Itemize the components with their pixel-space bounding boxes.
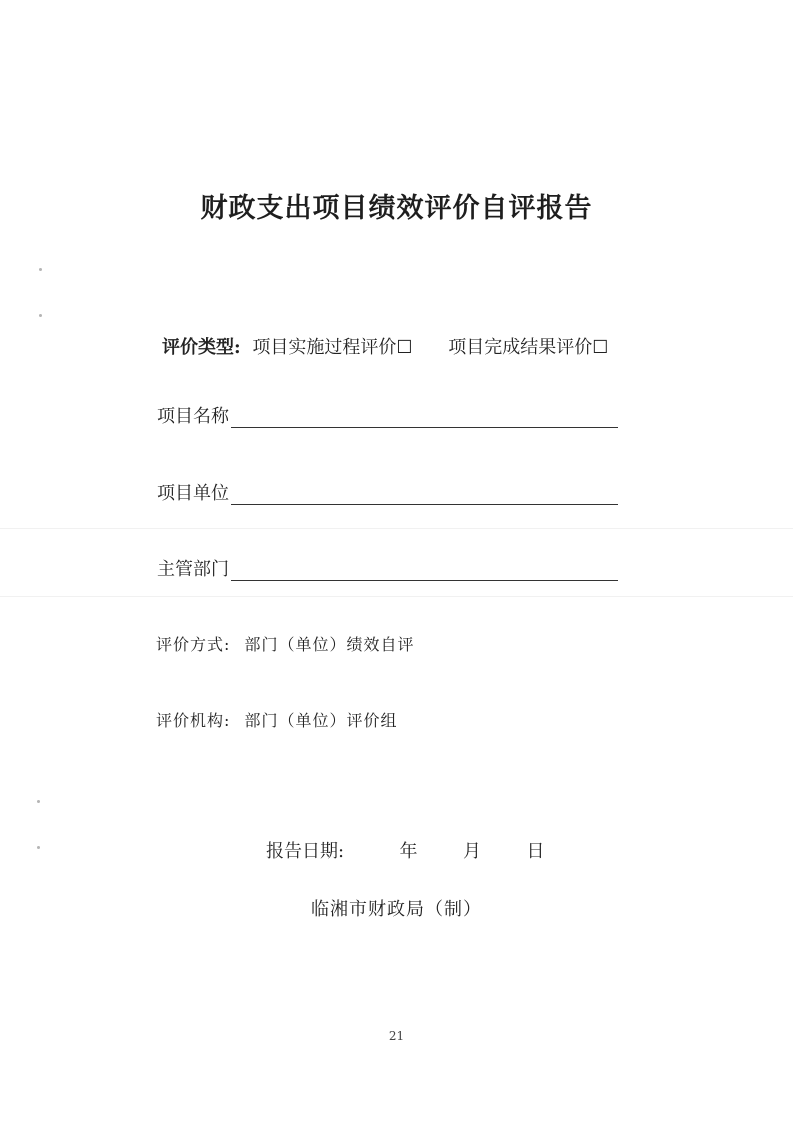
supervising-dept-blank-line[interactable] bbox=[231, 560, 618, 581]
report-title: 财政支出项目绩效评价自评报告 bbox=[200, 193, 593, 224]
project-name-blank-line[interactable] bbox=[231, 407, 618, 428]
report-date-year: 年 bbox=[399, 841, 418, 862]
report-date-day: 日 bbox=[526, 841, 545, 862]
evaluation-type-label: 评价类型: bbox=[162, 337, 241, 358]
scan-dot bbox=[37, 800, 40, 803]
page-number: 21 bbox=[388, 1029, 405, 1043]
scan-artifact-line bbox=[0, 596, 793, 597]
supervising-dept-field bbox=[157, 555, 618, 581]
project-unit-field bbox=[157, 479, 618, 505]
supervising-dept-label: 主管部门 bbox=[157, 559, 229, 580]
evaluation-method-row bbox=[156, 632, 415, 655]
option-result-evaluation[interactable]: 项目完成结果评价☐ bbox=[448, 337, 609, 358]
report-date-month: 月 bbox=[463, 841, 482, 862]
scan-dot bbox=[39, 314, 42, 317]
project-unit-label: 项目单位 bbox=[157, 483, 229, 504]
issuer-line: 临湘市财政局（制） bbox=[311, 899, 482, 920]
report-date-label: 报告日期: bbox=[266, 841, 345, 862]
project-name-field bbox=[157, 402, 618, 428]
report-date-row bbox=[266, 837, 544, 863]
scan-dot bbox=[37, 846, 40, 849]
evaluation-agency-row bbox=[156, 708, 398, 731]
evaluation-method-value: 部门（单位）绩效自评 bbox=[244, 635, 415, 654]
evaluation-agency-value: 部门（单位）评价组 bbox=[244, 711, 398, 730]
scan-artifact-line bbox=[0, 528, 793, 529]
option-process-evaluation[interactable]: 项目实施过程评价☐ bbox=[252, 337, 413, 358]
evaluation-type-row bbox=[162, 333, 638, 359]
project-unit-blank-line[interactable] bbox=[231, 484, 618, 505]
project-name-label: 项目名称 bbox=[157, 406, 229, 427]
evaluation-agency-label: 评价机构: bbox=[156, 711, 231, 730]
scan-dot bbox=[39, 268, 42, 271]
evaluation-method-label: 评价方式: bbox=[156, 635, 231, 654]
